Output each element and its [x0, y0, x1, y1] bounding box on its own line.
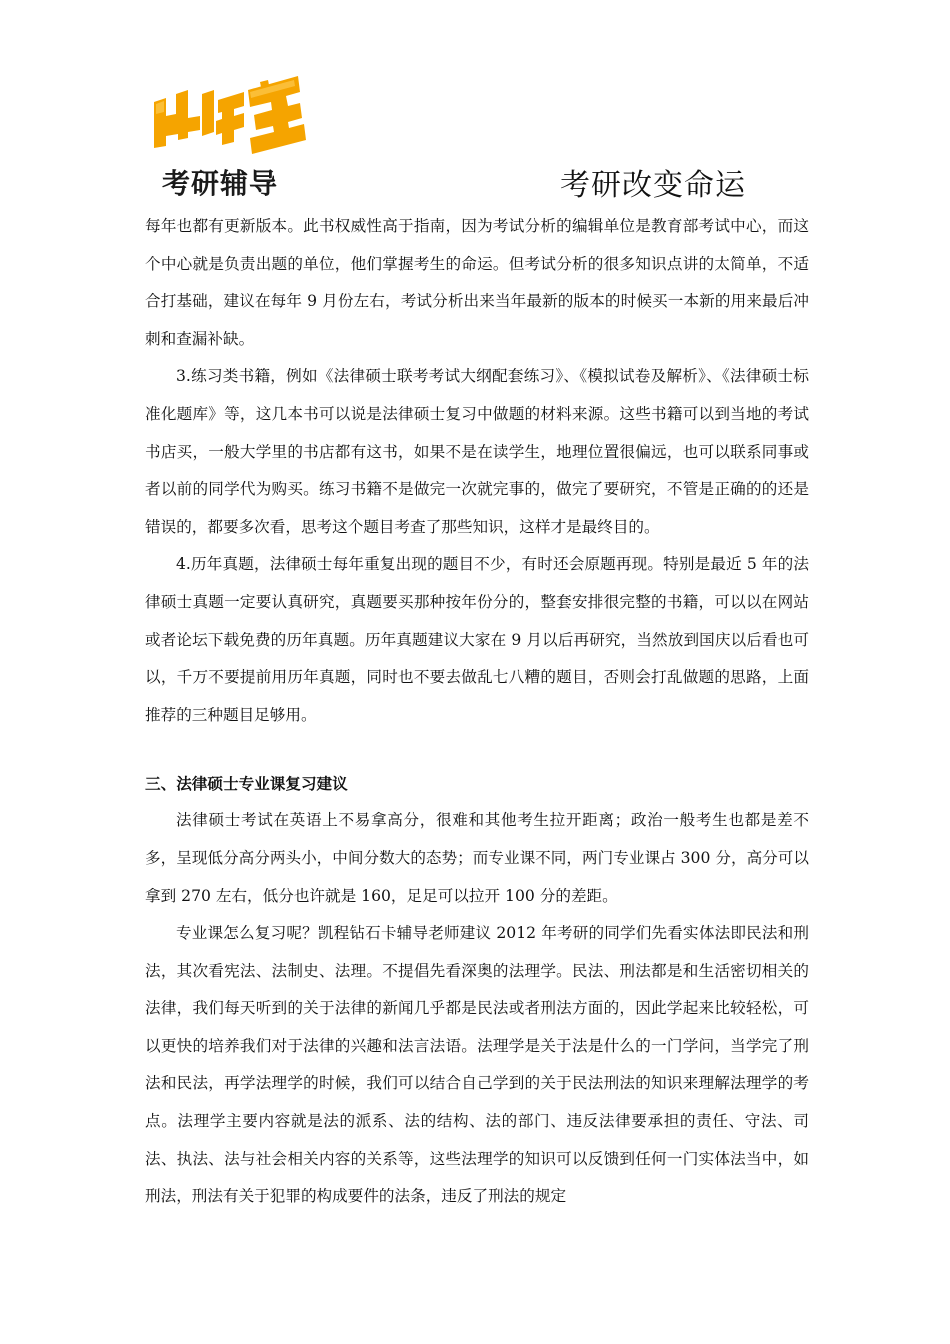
logo-subtitle: 考研辅导	[162, 167, 279, 200]
paragraph-practice-books: 3.练习类书籍，例如《法律硕士联考考试大纲配套练习》、《模拟试卷及解析》、《法律硕士标准化题库》等，这几本书可以说是法律硕士复习中做题的材料来源。这些书籍可以到当地的考试书店买，一般大学里的书店都有这书，如果不是在读学生，地理位置很偏远，也可以联系同事或者以前的同学代为购买。练习书籍不是做完一次就完事的，做完了要研究，不管是正确的的还是错误的，都要多次看，思考这个题目考查了那些知识，这样才是最终目的。	[145, 367, 809, 536]
kaicheng-logo-mark	[148, 72, 308, 160]
paragraph-study-order: 专业课怎么复习呢？凯程钻石卡辅导老师建议 2012 年考研的同学们先看实体法即民法和刑法，其次看宪法、法制史、法理。不提倡先看深奥的法理学。民法、刑法都是和生活密切相关的法律，我们每天听到的关于法律的新闻几乎都是民法或者刑法方面的，因此学起来比较轻松，可以更快的培养我们对于法律的兴趣和法言法语。法理学是关于法是什么的一门学问，当学完了刑法和民法，再学法理学的时候，我们可以结合自己学到的关于民法刑法的知识来理解法理学的考点。法理学主要内容就是法的派系、法的结构、法的部门、违反法律要承担的责任、守法、司法、执法、法与社会相关内容的关系等，这些法理学的知识可以反馈到任何一门实体法当中，如刑法，刑法有关于犯罪的构成要件的法条，违反了刑法的规定	[145, 924, 809, 1206]
page-header	[0, 0, 950, 210]
paragraph-past-exams: 4.历年真题，法律硕士每年重复出现的题目不少，有时还会原题再现。特别是最近 5 年的法律硕士真题一定要认真研究，真题要买那种按年份分的，整套安排很完整的书籍，可以以在网站或者论坛下载免费的历年真题。历年真题建议大家在 9 月以后再研究，当然放到国庆以后看也可以，千万不要提前用历年真题，同时也不要去做乱七八糟的题目，否则会打乱做题的思路，上面推荐的三种题目足够用。	[145, 555, 809, 724]
header-slogan: 考研改变命运	[560, 168, 746, 203]
paragraph-exam-analysis: 每年也都有更新版本。此书权威性高于指南，因为考试分析的编辑单位是教育部考试中心，而这个中心就是负责出题的单位，他们掌握考生的命运。但考试分析的很多知识点讲的太简单，不适合打基础，建议在每年 9 月份左右，考试分析出来当年最新的版本的时候买一本新的用来最后冲刺和查漏补缺。	[145, 217, 809, 348]
kaicheng-logo	[148, 72, 308, 204]
document-body	[145, 208, 809, 1216]
paragraph-score-gap: 法律硕士考试在英语上不易拿高分，很难和其他考生拉开距离；政治一般考生也都是差不多，呈现低分高分两头小，中间分数大的态势；而专业课不同，两门专业课占 300 分，高分可以拿到 270 左右，低分也许就是 160，足足可以拉开 100 分的差距。	[145, 811, 809, 905]
section-gap	[145, 734, 809, 766]
section-heading: 三、法律硕士专业课复习建议	[145, 775, 348, 794]
